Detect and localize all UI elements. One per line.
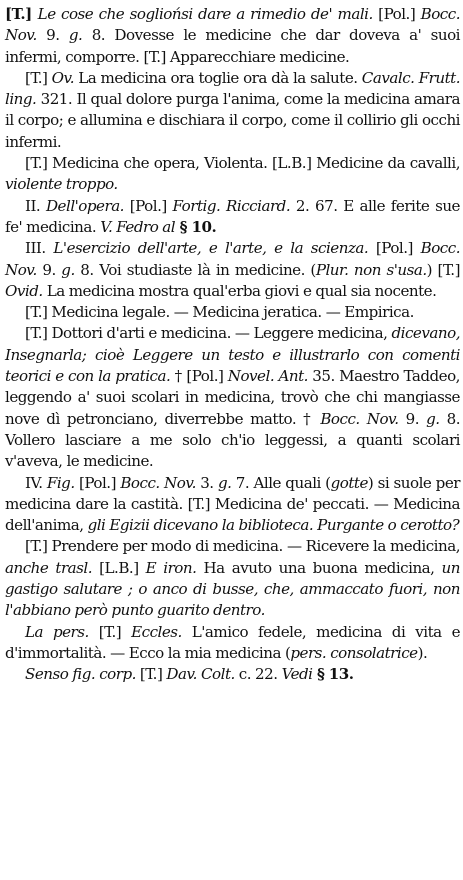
- text-run: ).: [417, 643, 428, 662]
- paragraph-mali: [5, 4, 460, 68]
- text-run: Vedi: [281, 665, 313, 684]
- text-run: E iron.: [145, 558, 197, 577]
- text-run: 9.: [36, 260, 62, 279]
- text-run: Bocc. Nov.: [5, 5, 461, 45]
- text-run: 9.: [398, 409, 427, 428]
- text-run: Plur. non s'usa.: [315, 260, 427, 279]
- text-run: Dell'opera.: [45, 196, 124, 215]
- text-run: II.: [25, 196, 46, 215]
- text-run: La medicina ora toglie ora dà la salute.: [74, 68, 362, 87]
- text-run: ) si suole per medicina dare la castità. [T.] Medicina de' peccati. — Medicina dell'anima,: [5, 473, 460, 535]
- text-run: [T.] Medicina che opera, Violenta. [L.B.] Medicine da cavalli,: [25, 154, 460, 173]
- text-run: [Pol.]: [372, 5, 421, 23]
- paragraph-violenta: [5, 153, 460, 196]
- text-run: c. 22.: [234, 665, 282, 684]
- text-run: § 10.: [175, 217, 217, 236]
- text-run: gli Egizii dicevano la biblioteca. Purgante o cerotto?: [87, 516, 460, 535]
- text-run: [T.]: [5, 5, 38, 23]
- paragraph-section-ii: [5, 196, 460, 239]
- text-run: Ov.: [51, 68, 75, 87]
- text-run: g.: [61, 260, 75, 279]
- text-run: Cavalc. Frutt. ling.: [5, 68, 460, 109]
- text-run: [T.]: [88, 622, 132, 641]
- text-run: IV.: [25, 473, 47, 492]
- text-run: 7. Alle quali (: [231, 473, 331, 492]
- text-run: La medicina mostra qual'erba giovi e qual sia nocente.: [42, 281, 437, 300]
- text-run: Bocc. Nov.: [120, 473, 196, 492]
- text-run: [L.B.]: [92, 558, 146, 577]
- text-run: 8. Vollero lasciare a me solo ch'io leggessi, a quanti scolari v'aveva, le medicine.: [5, 409, 460, 471]
- text-run: L'esercizio dell'arte, e l'arte, e la scienza.: [53, 239, 369, 258]
- text-run: Bocc. Nov.: [320, 409, 399, 428]
- text-run: [T.] Medicina legale. — Medicina jeratica. — Empirica.: [25, 303, 414, 322]
- text-run: 2. 67. E alle ferite sue fe' medicina.: [5, 196, 460, 236]
- paragraph-legale: [5, 302, 460, 323]
- paragraph-section-iii: [5, 238, 460, 302]
- paragraph-ovidio: [5, 68, 460, 153]
- text-run: † [Pol.]: [170, 367, 228, 386]
- paragraph-senso-fig: [5, 664, 460, 685]
- text-run: Novel. Ant.: [227, 367, 308, 386]
- text-run: III.: [25, 239, 54, 258]
- text-run: 8. Dovesse le medicine che dar doveva a' suoi infermi, comporre. [T.] Apparecchiare medicine.: [5, 26, 460, 66]
- text-run: Ha avuto una buona medicina,: [196, 558, 442, 577]
- text-run: 3.: [195, 473, 218, 492]
- text-run: pers. consolatrice: [290, 643, 418, 662]
- text-run: Fig.: [46, 473, 75, 492]
- text-run: Bocc. Nov.: [5, 239, 461, 279]
- paragraph-la-pers: [5, 622, 460, 665]
- text-run: [T.]: [135, 665, 167, 684]
- text-run: § 13.: [312, 665, 354, 684]
- text-run: 9.: [36, 26, 69, 45]
- text-run: ) [T.]: [426, 260, 460, 279]
- text-run: Eccles.: [131, 622, 182, 641]
- text-run: Fortig. Ricciard.: [172, 196, 291, 215]
- text-run: [Pol.]: [368, 239, 421, 258]
- text-run: g.: [217, 473, 232, 492]
- text-run: gotte: [330, 473, 368, 492]
- text-run: violente troppo.: [5, 175, 118, 194]
- text-run: dicevano, Insegnarla; cioè Leggere un testo e illustrarlo con comenti teorici e con la pratica.: [5, 324, 460, 386]
- text-run: [T.]: [25, 68, 52, 87]
- entry-text: [5, 4, 460, 686]
- text-run: La pers.: [25, 622, 89, 641]
- text-run: [T.] Prendere per modo di medicina. — Ricevere la medicina,: [25, 537, 460, 556]
- text-run: Le cose che sogliońsi dare a rimedio de' mali.: [37, 5, 373, 23]
- text-run: V. Fedro al: [100, 217, 176, 236]
- text-run: un gastigo salutare ; o anco di busse, che, ammaccato fuori, non l'abbiano però punto guarito dentro.: [5, 558, 460, 620]
- text-run: Senso fig. corp.: [25, 665, 136, 684]
- paragraph-prendere: [5, 536, 460, 621]
- text-run: 321. Il qual dolore purga l'anima, come la medicina amara il corpo; e allumina e dischiara il corpo, come il collirio gli occhi infermi.: [5, 90, 460, 151]
- paragraph-section-iv: [5, 473, 460, 537]
- text-run: 35. Maestro Taddeo, leggendo a' suoi scolari in medicina, trovò che chi mangiasse nove dì petronciano, diverrebbe matto. †: [5, 367, 460, 428]
- text-run: [Pol.]: [74, 473, 121, 492]
- text-run: Dav. Colt.: [166, 665, 235, 684]
- text-run: Ovid.: [5, 281, 43, 300]
- text-run: L'amico fedele, medicina di vita e d'immortalità. — Ecco la mia medicina (: [5, 622, 460, 662]
- text-run: g.: [426, 409, 440, 428]
- text-run: g.: [68, 26, 83, 45]
- text-run: [T.] Dottori d'arti e medicina. — Leggere medicina,: [25, 324, 392, 343]
- paragraph-dottori: [5, 323, 460, 472]
- text-run: [Pol.]: [124, 196, 173, 215]
- text-run: anche trasl.: [5, 558, 93, 577]
- text-run: 8. Voi studiaste là in medicine. (: [74, 260, 316, 279]
